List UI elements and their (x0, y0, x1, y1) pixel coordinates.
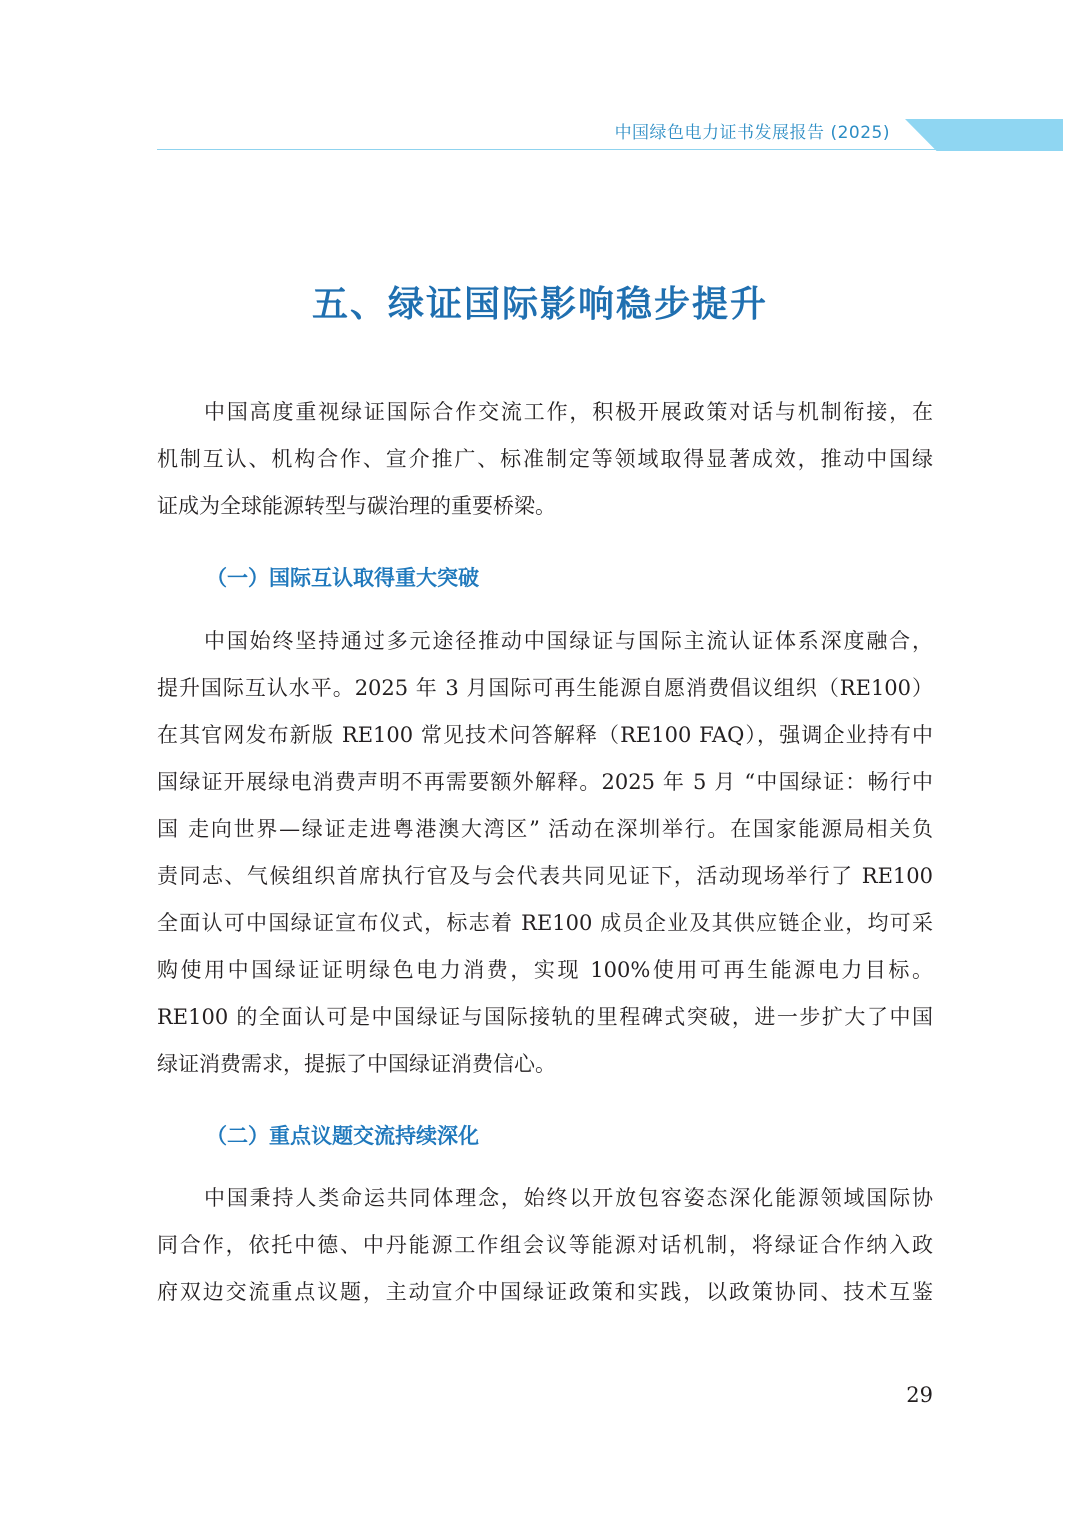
section2-line: 中国秉持人类命运共同体理念，始终以开放包容姿态深化能源领域国际协 (204, 1186, 933, 1210)
section1-line: 购使用中国绿证证明绿色电力消费，实现 100%使用可再生能源电力目标。 (157, 958, 933, 982)
intro-line: 机制互认、机构合作、宣介推广、标准制定等领域取得显著成效，推动中国绿 (157, 447, 933, 471)
section1-line: 责同志、气候组织首席执行官及与会代表共同见证下，活动现场举行了 RE100 (157, 864, 933, 888)
running-header-title: 中国绿色电力证书发展报告 (2025) (614, 123, 890, 143)
header-divider (157, 149, 937, 150)
intro-line: 中国高度重视绿证国际合作交流工作，积极开展政策对话与机制衔接，在 (204, 400, 933, 424)
section1-line: 在其官网发布新版 RE100 常见技术问答解释（RE100 FAQ），强调企业持有中 (157, 723, 933, 747)
section1-line: 国 走向世界—绿证走进粤港澳大湾区” 活动在深圳举行。在国家能源局相关负 (157, 817, 933, 841)
intro-line: 证成为全球能源转型与碳治理的重要桥梁。 (157, 494, 556, 518)
section-heading-2: （二）重点议题交流持续深化 (206, 1124, 479, 1148)
section1-line: 全面认可中国绿证宣布仪式，标志着 RE100 成员企业及其供应链企业，均可采 (157, 911, 933, 935)
section1-line: 绿证消费需求，提振了中国绿证消费信心。 (157, 1052, 556, 1076)
chapter-title: 五、绿证国际影响稳步提升 (311, 284, 768, 325)
header-tab-decoration (905, 119, 1063, 151)
section-heading-1: （一）国际互认取得重大突破 (206, 566, 479, 590)
section2-line: 府双边交流重点议题，主动宣介中国绿证政策和实践，以政策协同、技术互鉴 (157, 1280, 933, 1304)
section1-line: 国绿证开展绿电消费声明不再需要额外解释。2025 年 5 月 “中国绿证：畅行中 (157, 770, 933, 794)
section1-line: 中国始终坚持通过多元途径推动中国绿证与国际主流认证体系深度融合， (204, 629, 933, 653)
section2-line: 同合作，依托中德、中丹能源工作组会议等能源对话机制，将绿证合作纳入政 (157, 1233, 933, 1257)
section1-line: 提升国际互认水平。2025 年 3 月国际可再生能源自愿消费倡议组织（RE100） (157, 676, 933, 700)
section1-line: RE100 的全面认可是中国绿证与国际接轨的里程碑式突破，进一步扩大了中国 (157, 1005, 933, 1029)
page-number: 29 (906, 1383, 933, 1407)
